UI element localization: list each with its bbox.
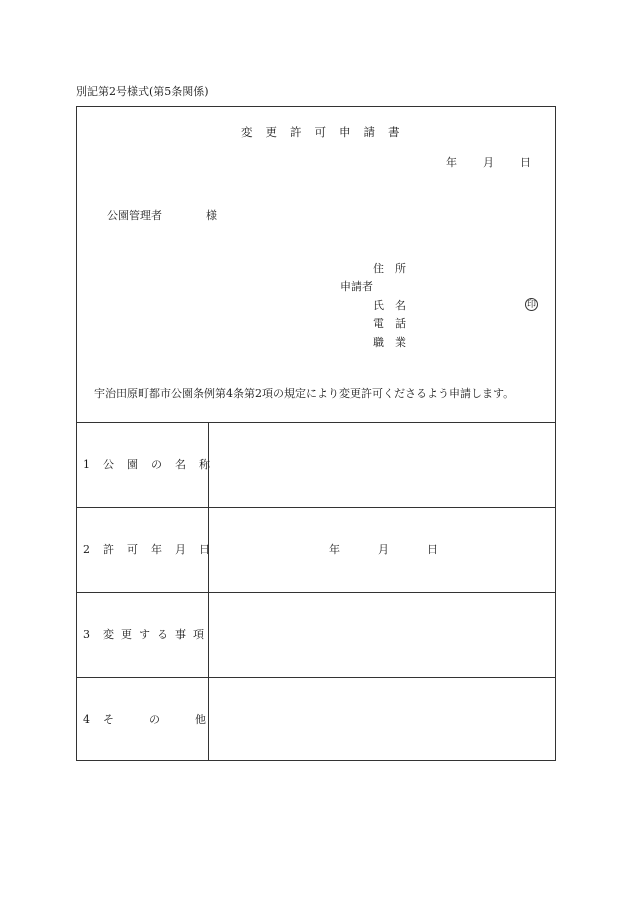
address-label: 住 所 [373,262,406,275]
row-label-permit-date: 2 許 可 年 月 日 [83,543,210,556]
phone-label: 電 話 [373,317,406,330]
addressee-name: 公園管理者 [107,209,162,222]
row-label-changes: 3 変 更 す る 事 項 [83,628,204,641]
name-label: 氏 名 [373,299,406,312]
form-id: 別記第2号様式(第5条関係) [76,85,209,98]
occupation-label: 職 業 [373,336,406,349]
addressee [107,210,217,221]
application-form [76,106,556,761]
seal-mark-icon: 印 [526,300,536,310]
date-line: 年 月 日 [446,156,531,169]
form-title: 変 更 許 可 申 請 書 [241,125,400,139]
row-label-park-name: 1 公 園 の 名 称 [83,458,210,471]
row-label-other: 4 そ の 他 [83,713,206,726]
permit-date-line: 年 月 日 [329,543,438,556]
permit-date-field[interactable] [209,508,555,592]
applicant-label: 申請者 [340,280,373,293]
other-field[interactable] [209,678,555,761]
changes-field[interactable] [209,593,555,677]
addressee-honorific: 様 [206,209,217,222]
application-statement: 宇治田原町都市公園条例第4条第2項の規定により変更許可くださるよう申請します。 [94,387,515,400]
park-name-field[interactable] [209,423,555,507]
